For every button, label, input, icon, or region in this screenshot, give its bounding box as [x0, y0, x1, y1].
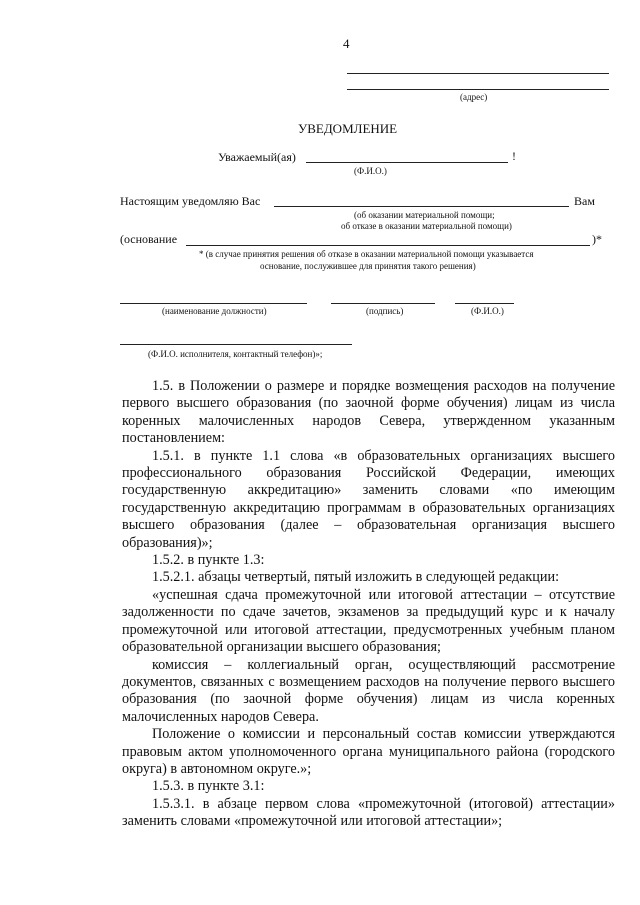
paragraph-commission-regulation: Положение о комиссии и персональный состав комиссии утверждаются правовым актом уполномоченного органа муниципального района (городского округа) в автономном округе.»; — [122, 726, 615, 777]
address-line-2 — [347, 89, 609, 90]
executor-line — [120, 344, 352, 345]
sig-signature-line — [331, 303, 435, 304]
paragraph-1-5-2: 1.5.2. в пункте 1.3: — [152, 552, 265, 569]
amendment-body — [122, 378, 615, 831]
notify-text: Настоящим уведомляю Вас — [120, 194, 261, 208]
basis-line — [186, 245, 590, 246]
paragraph-commission: комиссия – коллегиальный орган, осуществляющий рассмотрение документов, связанных с возмещением расходов на получение первого высшего образования (по заочной форме обучения) лицам из числа коренных малочисленных народов Севера. — [122, 656, 615, 725]
notify-you: Вам — [574, 194, 595, 208]
sig-signature-label: (подпись) — [366, 306, 404, 316]
paragraph-1-5-3-1: 1.5.3.1. в абзаце первом слова «промежуточной (итоговой) аттестации» заменить словами «промежуточной или итоговой аттестации»; — [122, 795, 615, 830]
greeting-fio-line — [306, 162, 508, 163]
paragraph-1-5: 1.5. в Положении о размере и порядке возмещения расходов на получение первого высшего образования (по заочной форме обучения) лицам из числа коренных малочисленных народов Севера, утвержденном указанным постановлением: — [122, 378, 615, 447]
greeting-text: Уважаемый(ая) — [218, 150, 296, 164]
paragraph-1-5-1: 1.5.1. в пункте 1.1 слова «в образовательных организациях высшего профессионального образования Российской Федерации, имеющих государственную аккредитацию» заменить словами «по имеющим государственную аккредитацию программам в образовательных организациях высшего образования (далее – образовательная организация высшего образования)»; — [122, 447, 615, 551]
option-refused: об отказе в оказании материальной помощи) — [341, 221, 512, 231]
sig-position-label: (наименование должности) — [162, 306, 267, 316]
paragraph-1-5-2-1: 1.5.2.1. абзацы четвертый, пятый изложить в следующей редакции: — [152, 569, 560, 586]
sig-position-line — [120, 303, 307, 304]
greeting-fio-label: (Ф.И.О.) — [354, 166, 387, 176]
address-line-1 — [347, 73, 609, 74]
footnote-line-1: * (в случае принятия решения об отказе в оказании материальной помощи указывается — [199, 249, 534, 259]
paragraph-attestation: «успешная сдача промежуточной или итоговой аттестации – отсутствие задолженности по сдаче зачетов, экзаменов за предыдущий курс и к началу промежуточной или итоговой аттестации, предусмотренных учебным планом образовательной организации высшего образования; — [122, 586, 615, 656]
sig-fio-label: (Ф.И.О.) — [471, 306, 504, 316]
notice-title: УВЕДОМЛЕНИЕ — [298, 121, 398, 136]
option-granted: (об оказании материальной помощи; — [354, 210, 495, 220]
basis-label: (основание — [120, 232, 178, 246]
paragraph-1-5-3: 1.5.3. в пункте 3.1: — [152, 778, 265, 795]
notify-line — [274, 206, 569, 207]
page-number: 4 — [343, 36, 350, 51]
executor-label: (Ф.И.О. исполнителя, контактный телефон)»; — [148, 349, 323, 359]
footnote-line-2: основание, послужившее для принятия такого решения) — [260, 261, 476, 271]
sig-fio-line — [455, 303, 514, 304]
basis-end: )* — [592, 232, 602, 246]
greeting-end: ! — [512, 149, 516, 163]
address-label: (адрес) — [460, 92, 488, 102]
